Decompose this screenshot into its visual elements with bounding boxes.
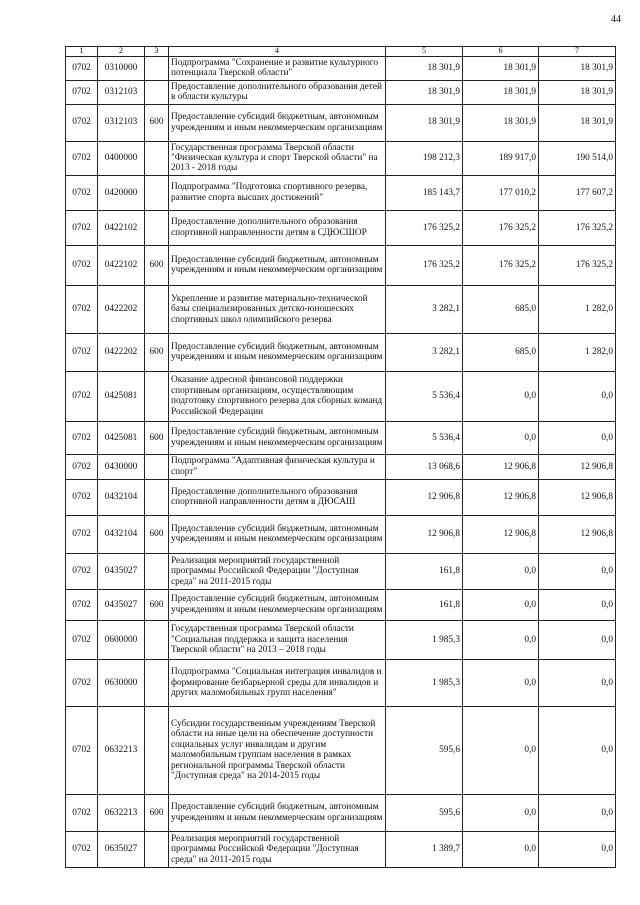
expense-type-cell — [145, 371, 169, 421]
amount-2014-cell: 595,6 — [386, 794, 463, 831]
description-cell: Подпрограмма "Адаптивная физическая культура и спорт" — [169, 454, 386, 479]
amount-2014-cell: 3 282,1 — [386, 285, 463, 333]
expense-type-cell — [145, 285, 169, 333]
amount-2014-cell: 5 536,4 — [386, 371, 463, 421]
amount-2015-cell: 0,0 — [463, 620, 539, 659]
amount-2016-cell: 0,0 — [539, 371, 616, 421]
amount-2015-cell: 18 301,9 — [463, 80, 539, 104]
amount-2016-cell: 18 301,9 — [539, 80, 616, 104]
section-code-cell: 0702 — [66, 454, 98, 479]
target-article-cell: 0400000 — [98, 141, 145, 175]
section-code-cell: 0702 — [66, 371, 98, 421]
section-code-cell: 0702 — [66, 421, 98, 454]
column-header: 5 — [386, 47, 463, 57]
amount-2014-cell: 12 906,8 — [386, 479, 463, 515]
table-row — [66, 245, 616, 285]
amount-2016-cell: 12 906,8 — [539, 479, 616, 515]
section-code-cell: 0702 — [66, 56, 98, 80]
amount-2016-cell: 18 301,9 — [539, 104, 616, 141]
target-article-cell: 0425081 — [98, 421, 145, 454]
amount-2014-cell: 5 536,4 — [386, 421, 463, 454]
section-code-cell: 0702 — [66, 589, 98, 620]
expense-type-cell — [145, 454, 169, 479]
table-row — [66, 56, 616, 80]
description-cell: Предоставление субсидий бюджетным, автономным учреждениям и иным некоммерческим организациям — [169, 104, 386, 141]
description-cell: Оказание адресной финансовой поддержки спортивным организациям, осуществляющим подготовку спортивного резерва для сборных команд Российской Федерации — [169, 371, 386, 421]
target-article-cell: 0430000 — [98, 454, 145, 479]
table-row — [66, 794, 616, 831]
section-code-cell: 0702 — [66, 210, 98, 245]
table-row — [66, 371, 616, 421]
column-header: 4 — [169, 47, 386, 57]
amount-2016-cell: 18 301,9 — [539, 56, 616, 80]
expense-type-cell: 600 — [145, 245, 169, 285]
amount-2015-cell: 0,0 — [463, 371, 539, 421]
amount-2014-cell: 18 301,9 — [386, 80, 463, 104]
amount-2015-cell: 0,0 — [463, 589, 539, 620]
description-cell: Реализация мероприятий государственной программы Российской Федерации "Доступная среда" на 2011-2015 годы — [169, 553, 386, 589]
amount-2014-cell: 185 143,7 — [386, 175, 463, 210]
amount-2015-cell: 0,0 — [463, 794, 539, 831]
section-code-cell: 0702 — [66, 706, 98, 794]
expense-type-cell — [145, 56, 169, 80]
amount-2014-cell: 3 282,1 — [386, 333, 463, 371]
section-code-cell: 0702 — [66, 333, 98, 371]
description-cell: Реализация мероприятий государственной программы Российской Федерации "Доступная среда" на 2011-2015 годы — [169, 831, 386, 867]
target-article-cell: 0425081 — [98, 371, 145, 421]
description-cell: Государственная программа Тверской области "Социальная поддержка и защита населения Тверской области" на 2013 – 2018 годы — [169, 620, 386, 659]
expense-type-cell: 600 — [145, 333, 169, 371]
budget-table — [65, 46, 616, 868]
amount-2015-cell: 18 301,9 — [463, 104, 539, 141]
amount-2014-cell: 1 389,7 — [386, 831, 463, 867]
description-cell: Предоставление субсидий бюджетным, автономным учреждениям и иным некоммерческим организациям — [169, 515, 386, 553]
section-code-cell: 0702 — [66, 515, 98, 553]
section-code-cell: 0702 — [66, 831, 98, 867]
amount-2015-cell: 176 325,2 — [463, 245, 539, 285]
amount-2014-cell: 161,8 — [386, 553, 463, 589]
target-article-cell: 0422202 — [98, 333, 145, 371]
expense-type-cell — [145, 210, 169, 245]
expense-type-cell: 600 — [145, 104, 169, 141]
description-cell: Государственная программа Тверской области "Физическая культура и спорт Тверской области" на 2013 - 2018 годы — [169, 141, 386, 175]
amount-2015-cell: 0,0 — [463, 421, 539, 454]
description-cell: Предоставление субсидий бюджетным, автономным учреждениям и иным некоммерческим организациям — [169, 245, 386, 285]
target-article-cell: 0420000 — [98, 175, 145, 210]
expense-type-cell — [145, 706, 169, 794]
expense-type-cell — [145, 620, 169, 659]
expense-type-cell: 600 — [145, 515, 169, 553]
amount-2014-cell: 198 212,3 — [386, 141, 463, 175]
amount-2015-cell: 0,0 — [463, 553, 539, 589]
column-number-row — [66, 47, 616, 57]
amount-2015-cell: 0,0 — [463, 706, 539, 794]
amount-2015-cell: 685,0 — [463, 333, 539, 371]
table-row — [66, 454, 616, 479]
expense-type-cell — [145, 175, 169, 210]
amount-2014-cell: 161,8 — [386, 589, 463, 620]
table-row — [66, 175, 616, 210]
table-row — [66, 620, 616, 659]
amount-2014-cell: 176 325,2 — [386, 210, 463, 245]
table-row — [66, 515, 616, 553]
amount-2015-cell: 12 906,8 — [463, 479, 539, 515]
amount-2016-cell: 0,0 — [539, 553, 616, 589]
target-article-cell: 0312103 — [98, 80, 145, 104]
column-header: 3 — [145, 47, 169, 57]
amount-2015-cell: 177 010,2 — [463, 175, 539, 210]
target-article-cell: 0632213 — [98, 706, 145, 794]
amount-2014-cell: 13 068,6 — [386, 454, 463, 479]
expense-type-cell — [145, 553, 169, 589]
target-article-cell: 0310000 — [98, 56, 145, 80]
description-cell: Предоставление дополнительного образования спортивной направленности детям в СДЮСШОР — [169, 210, 386, 245]
column-header: 6 — [463, 47, 539, 57]
description-cell: Подпрограмма "Подготовка спортивного резерва, развитие спорта высших достижений" — [169, 175, 386, 210]
section-code-cell: 0702 — [66, 620, 98, 659]
amount-2016-cell: 177 607,2 — [539, 175, 616, 210]
description-cell: Предоставление субсидий бюджетным, автономным учреждениям и иным некоммерческим организациям — [169, 333, 386, 371]
amount-2014-cell: 12 906,8 — [386, 515, 463, 553]
section-code-cell: 0702 — [66, 479, 98, 515]
description-cell: Предоставление субсидий бюджетным, автономным учреждениям и иным некоммерческим организациям — [169, 794, 386, 831]
target-article-cell: 0312103 — [98, 104, 145, 141]
amount-2016-cell: 176 325,2 — [539, 210, 616, 245]
target-article-cell: 0600000 — [98, 620, 145, 659]
column-header: 2 — [98, 47, 145, 57]
target-article-cell: 0630000 — [98, 659, 145, 706]
section-code-cell: 0702 — [66, 285, 98, 333]
amount-2016-cell: 1 282,0 — [539, 333, 616, 371]
amount-2016-cell: 0,0 — [539, 589, 616, 620]
table-row — [66, 141, 616, 175]
section-code-cell: 0702 — [66, 245, 98, 285]
description-cell: Предоставление дополнительного образования спортивной направленности детям в ДЮСАШ — [169, 479, 386, 515]
section-code-cell: 0702 — [66, 141, 98, 175]
amount-2016-cell: 190 514,0 — [539, 141, 616, 175]
amount-2014-cell: 1 985,3 — [386, 659, 463, 706]
amount-2015-cell: 18 301,9 — [463, 56, 539, 80]
section-code-cell: 0702 — [66, 80, 98, 104]
expense-type-cell — [145, 479, 169, 515]
amount-2015-cell: 0,0 — [463, 659, 539, 706]
amount-2016-cell: 0,0 — [539, 794, 616, 831]
table-row — [66, 333, 616, 371]
table-row — [66, 831, 616, 867]
amount-2014-cell: 176 325,2 — [386, 245, 463, 285]
section-code-cell: 0702 — [66, 659, 98, 706]
expense-type-cell — [145, 831, 169, 867]
amount-2016-cell: 0,0 — [539, 659, 616, 706]
expense-type-cell — [145, 80, 169, 104]
amount-2015-cell: 0,0 — [463, 831, 539, 867]
description-cell: Предоставление субсидий бюджетным, автономным учреждениям и иным некоммерческим организациям — [169, 421, 386, 454]
column-header: 7 — [539, 47, 616, 57]
description-cell: Предоставление дополнительного образования детей в области культуры — [169, 80, 386, 104]
section-code-cell: 0702 — [66, 794, 98, 831]
section-code-cell: 0702 — [66, 553, 98, 589]
page-number: 44 — [611, 14, 621, 25]
amount-2015-cell: 176 325,2 — [463, 210, 539, 245]
amount-2016-cell: 12 906,8 — [539, 515, 616, 553]
amount-2014-cell: 18 301,9 — [386, 56, 463, 80]
amount-2016-cell: 176 325,2 — [539, 245, 616, 285]
amount-2014-cell: 595,6 — [386, 706, 463, 794]
table-row — [66, 479, 616, 515]
table-row — [66, 553, 616, 589]
expense-type-cell — [145, 659, 169, 706]
description-cell: Подпрограмма "Социальная интеграция инвалидов и формирование безбарьерной среды для инвалидов и других маломобильных групп населения" — [169, 659, 386, 706]
description-cell: Укрепление и развитие материально-технической базы специализированных детско-юношеских спортивных школ олимпийского резерва — [169, 285, 386, 333]
amount-2015-cell: 189 917,0 — [463, 141, 539, 175]
amount-2016-cell: 0,0 — [539, 421, 616, 454]
amount-2014-cell: 1 985,3 — [386, 620, 463, 659]
target-article-cell: 0422102 — [98, 245, 145, 285]
description-cell: Предоставление субсидий бюджетным, автономным учреждениям и иным некоммерческим организациям — [169, 589, 386, 620]
table-row — [66, 80, 616, 104]
amount-2015-cell: 685,0 — [463, 285, 539, 333]
expense-type-cell — [145, 141, 169, 175]
expense-type-cell: 600 — [145, 589, 169, 620]
expense-type-cell: 600 — [145, 794, 169, 831]
amount-2016-cell: 0,0 — [539, 831, 616, 867]
target-article-cell: 0435027 — [98, 553, 145, 589]
target-article-cell: 0632213 — [98, 794, 145, 831]
target-article-cell: 0422102 — [98, 210, 145, 245]
description-cell: Подпрограмма "Сохранение и развитие культурного потенциала Тверской области" — [169, 56, 386, 80]
table-row — [66, 210, 616, 245]
table-row — [66, 285, 616, 333]
amount-2014-cell: 18 301,9 — [386, 104, 463, 141]
table-row — [66, 706, 616, 794]
target-article-cell: 0432104 — [98, 515, 145, 553]
amount-2016-cell: 1 282,0 — [539, 285, 616, 333]
description-cell: Субсидии государственным учреждениям Тверской области на иные цели на обеспечение доступности социальных услуг инвалидам и другим маломобильным группам населения в рамках региональной программы Тверской области "Доступная среда" на 2014-2015 годы — [169, 706, 386, 794]
table-row — [66, 659, 616, 706]
amount-2016-cell: 0,0 — [539, 706, 616, 794]
column-header: 1 — [66, 47, 98, 57]
target-article-cell: 0432104 — [98, 479, 145, 515]
section-code-cell: 0702 — [66, 175, 98, 210]
target-article-cell: 0435027 — [98, 589, 145, 620]
amount-2016-cell: 0,0 — [539, 620, 616, 659]
target-article-cell: 0422202 — [98, 285, 145, 333]
table-row — [66, 589, 616, 620]
expense-type-cell: 600 — [145, 421, 169, 454]
target-article-cell: 0635027 — [98, 831, 145, 867]
table-row — [66, 421, 616, 454]
amount-2016-cell: 12 906,8 — [539, 454, 616, 479]
amount-2015-cell: 12 906,8 — [463, 515, 539, 553]
section-code-cell: 0702 — [66, 104, 98, 141]
table-row — [66, 104, 616, 141]
amount-2015-cell: 12 906,8 — [463, 454, 539, 479]
